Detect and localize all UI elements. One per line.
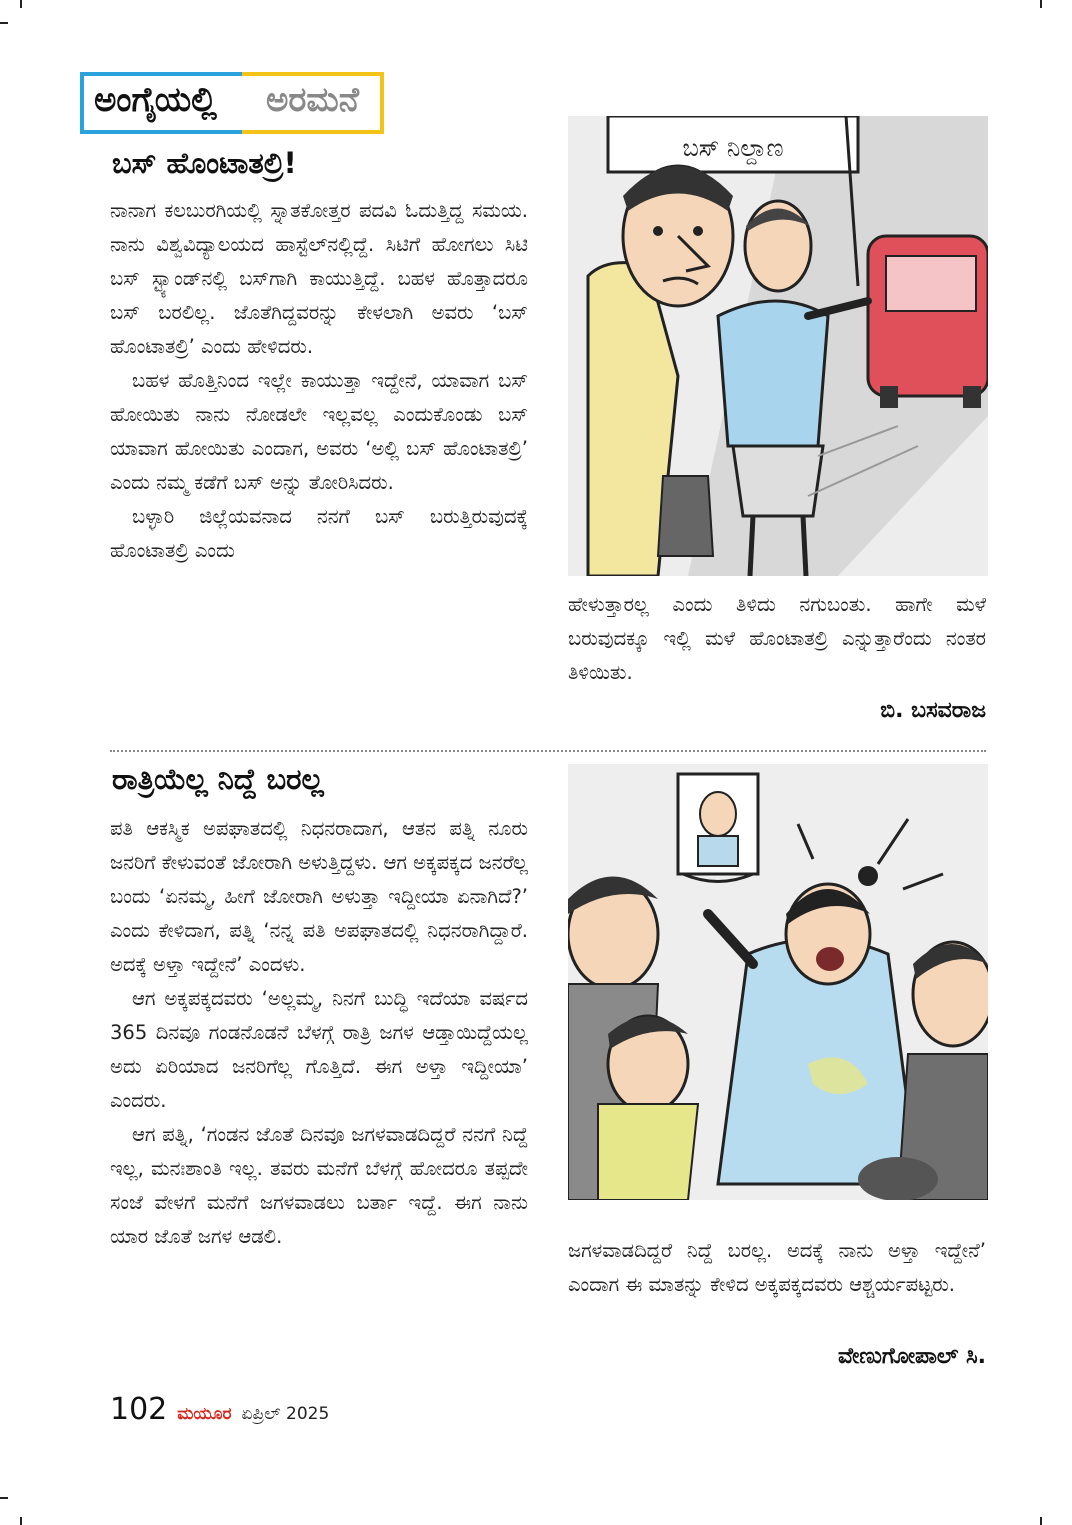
- page-number: 102: [110, 1392, 168, 1427]
- story1-paragraph: ಬಹಳ ಹೊತ್ತಿನಿಂದ ಇಲ್ಲೇ ಕಾಯುತ್ತಾ ಇದ್ದೇನೆ, ಯಾವಾಗ ಬಸ್ ಹೋಯಿತು ನಾನು ನೋಡಲೇ ಇಲ್ಲವಲ್ಲ ಎಂದುಕೊಂಡು ಬಸ್ ಯಾವಾಗ ಹೋಯಿತು ಎಂದಾಗ, ಅವರು ‘ಅಲ್ಲಿ ಬಸ್ ಹೊಂಟಾತಲ್ರಿ’ ಎಂದು ನಮ್ಮ ಕಡೆಗೆ ಬಸ್ ಅನ್ನು ತೋರಿಸಿದರು.: [110, 369, 528, 494]
- crying-widow-drawing: [568, 764, 988, 1200]
- story2-title: ರಾತ್ರಿಯೆಲ್ಲ ನಿದ್ದೆ ಬರಲ್ಲ: [112, 762, 324, 796]
- crop-mark: [20, 0, 22, 8]
- story1-continuation: ಹೇಳುತ್ತಾರಲ್ಲ ಎಂದು ತಿಳಿದು ನಗುಬಂತು. ಹಾಗೇ ಮಳೆ ಬರುವುದಕ್ಕೂ ಇಲ್ಲಿ ಮಳೆ ಹೊಂಟಾತಲ್ರಿ ಎನ್ನುತ್ತಾರೆಂದು ನಂತರ ತಿಳಿಯಿತು.: [568, 593, 986, 684]
- bus-stand-drawing: [568, 116, 988, 576]
- magazine-logo: ಮಯೂರ: [177, 1404, 232, 1424]
- story2-right-column: [568, 1234, 986, 1302]
- story2-paragraph: ಆಗ ಪತ್ನಿ, ‘ಗಂಡನ ಜೊತೆ ದಿನವೂ ಜಗಳವಾಡದಿದ್ದರೆ ನನಗೆ ನಿದ್ದೆ ಇಲ್ಲ, ಮನಃಶಾಂತಿ ಇಲ್ಲ. ತವರು ಮನೆಗೆ ಬೆಳಗ್ಗೆ ಹೋದರೂ ತಪ್ಪದೇ ಸಂಜೆ ವೇಳಗೆ ಮನೆಗೆ ಜಗಳವಾಡಲು ಬರ್ತಾ ಇದ್ದೆ. ಈಗ ನಾನು ಯಾರ ಜೊತೆ ಜಗಳ ಆಡಲಿ.: [110, 1123, 528, 1248]
- story1-title: ಬಸ್ ಹೊಂಟಾತಲ್ರಿ!: [112, 146, 297, 180]
- story2-paragraph: ಪತಿ ಆಕಸ್ಮಿಕ ಅಪಘಾತದಲ್ಲಿ ನಿಧನರಾದಾಗ, ಆತನ ಪತ್ನಿ ನೂರು ಜನರಿಗೆ ಕೇಳುವಂತೆ ಜೋರಾಗಿ ಅಳುತ್ತಿದ್ದಳು. ಆಗ ಅಕ್ಕಪಕ್ಕದ ಜನರೆಲ್ಲ ಬಂದು ‘ಏನಮ್ಮ, ಹೀಗೆ ಜೋರಾಗಿ ಅಳುತ್ತಾ ಇದ್ದೀಯಾ ಏನಾಗಿದೆ?’ ಎಂದು ಕೇಳಿದಾಗ, ಪತ್ನಿ ‘ನನ್ನ ಪತಿ ಅಪಘಾತದಲ್ಲಿ ನಿಧನರಾಗಿದ್ದಾರೆ. ಅದಕ್ಕೆ ಅಳ್ತಾ ಇದ್ದೇನೆ’ ಎಂದಳು.: [110, 817, 528, 976]
- bus-stand-illustration: [568, 116, 988, 576]
- issue-date: ಏಪ್ರಿಲ್ 2025: [241, 1404, 330, 1424]
- crop-mark: [1040, 0, 1042, 8]
- header-title-part2: ಅರಮನೆ: [266, 80, 359, 120]
- story1-right-column: [568, 588, 986, 690]
- story2-left-column: [110, 812, 528, 1254]
- page-footer: [110, 1392, 329, 1427]
- story1-paragraph: ಬಳ್ಳಾರಿ ಜಿಲ್ಲೆಯವನಾದ ನನಗೆ ಬಸ್ ಬರುತ್ತಿರುವುದಕ್ಕೆ ಹೊಂಟಾತಲ್ರಿ ಎಂದು: [110, 505, 528, 562]
- bus-stand-sign: ಬಸ್ ನಿಲ್ದಾಣ: [682, 134, 784, 162]
- story1-paragraph: ನಾನಾಗ ಕಲಬುರಗಿಯಲ್ಲಿ ಸ್ನಾತಕೋತ್ತರ ಪದವಿ ಓದುತ್ತಿದ್ದ ಸಮಯ. ನಾನು ವಿಶ್ವವಿದ್ಯಾಲಯದ ಹಾಸ್ಟೆಲ್‌ನಲ್ಲಿದ್ದೆ. ಸಿಟಿಗೆ ಹೋಗಲು ಸಿಟಿ ಬಸ್ ಸ್ಟ್ಯಾಂಡ್‌ನಲ್ಲಿ ಬಸ್‌ಗಾಗಿ ಕಾಯುತ್ತಿದ್ದೆ. ಬಹಳ ಹೊತ್ತಾದರೂ ಬಸ್ ಬರಲಿಲ್ಲ. ಜೊತೆಗಿದ್ದವರನ್ನು ಕೇಳಲಾಗಿ ಅವರು ‘ಬಸ್ ಹೊಂಟಾತಲ್ರಿ’ ಎಂದು ಹೇಳಿದರು.: [110, 199, 528, 358]
- story1-author: ಬಿ. ಬಸವರಾಜ: [880, 698, 986, 723]
- header-title-part1: ಅಂಗೈಯಲ್ಲಿ: [94, 80, 217, 120]
- story2-paragraph: ಆಗ ಅಕ್ಕಪಕ್ಕದವರು ‘ಅಲ್ಲಮ್ಮ, ನಿನಗೆ ಬುದ್ಧಿ ಇದೆಯಾ ವರ್ಷದ 365 ದಿನವೂ ಗಂಡನೊಡನೆ ಬೆಳಗ್ಗೆ ರಾತ್ರಿ ಜಗಳ ಆಡ್ತಾಯಿದ್ದೆಯಲ್ಲ ಅದು ಏರಿಯಾದ ಜನರಿಗೆಲ್ಲ ಗೊತ್ತಿದೆ. ಈಗ ಅಳ್ತಾ ಇದ್ದೀಯಾ’ ಎಂದರು.: [110, 987, 528, 1112]
- story-divider: [110, 750, 986, 752]
- crop-mark: [0, 1497, 8, 1499]
- story1-left-column: [110, 194, 528, 568]
- crop-mark: [20, 1517, 22, 1525]
- crop-mark: [0, 22, 8, 24]
- story2-author: ವೇಣುಗೋಪಾಲ್ ಸಿ.: [837, 1344, 986, 1369]
- story2-continuation: ಜಗಳವಾಡದಿದ್ದರೆ ನಿದ್ದೆ ಬರಲ್ಲ. ಅದಕ್ಕೆ ನಾನು ಅಳ್ತಾ ಇದ್ದೇನೆ’ ಎಂದಾಗ ಈ ಮಾತನ್ನು ಕೇಳಿದ ಅಕ್ಕಪಕ್ಕದವರು ಆಶ್ಚರ್ಯಪಟ್ಟರು.: [568, 1239, 986, 1296]
- crying-widow-illustration: [568, 764, 988, 1200]
- crop-mark: [1040, 1517, 1042, 1525]
- section-header: [80, 72, 384, 134]
